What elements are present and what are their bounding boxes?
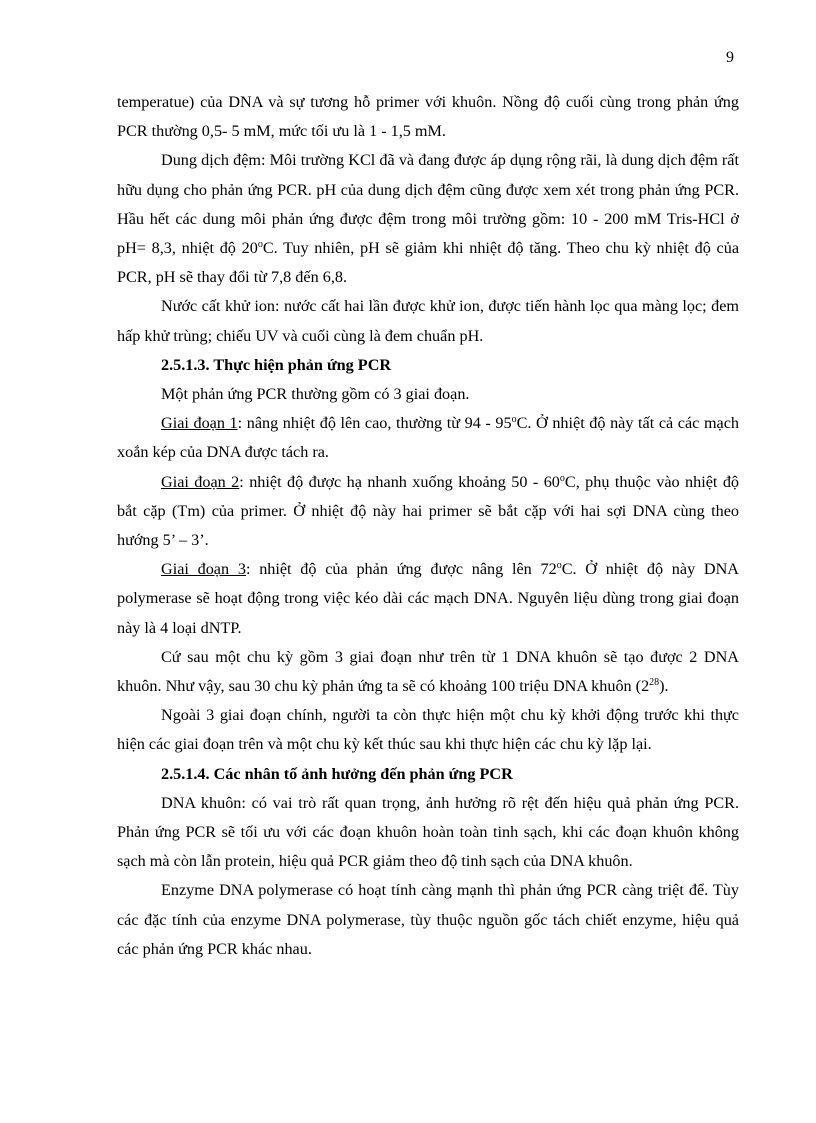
- text: C. Ở nhiệt độ này DNA polymerase sẽ hoạt động trong việc kéo dài các mạch DNA. Nguyên liệu dùng trong giai đoạn này là 4 loại dNTP.: [117, 560, 739, 637]
- paragraph-dna-polymerase: Enzyme DNA polymerase có hoạt tính càng mạnh thì phản ứng PCR càng triệt để. Tùy các đặc tính của enzyme DNA polymerase, tùy thuộc nguồn gốc tách chiết enzyme, hiệu quả các phản ứng PCR khác nhau.: [117, 881, 739, 958]
- paragraph-stage-1: [117, 409, 739, 467]
- superscript: 28: [649, 677, 660, 689]
- paragraph-extra-cycles: Ngoài 3 giai đoạn chính, người ta còn thực hiện một chu kỳ khởi động trước khi thực hiện các giai đoạn trên và một chu kỳ kết thúc sau khi thực hiện các chu kỳ lặp lại.: [117, 706, 739, 754]
- stage-1-label: Giai đoạn 1: [161, 414, 238, 433]
- stage-3-label: Giai đoạn 3: [161, 560, 246, 579]
- text: : nâng nhiệt độ lên cao, thường từ 94 - 95: [237, 414, 512, 433]
- text: ).: [659, 677, 669, 696]
- paragraph-buffer: [117, 146, 739, 292]
- page-number: 9: [726, 49, 734, 66]
- section-heading-2-5-1-4: 2.5.1.4. Các nhân tố ảnh hưởng đến phản ứng PCR: [161, 764, 513, 783]
- paragraph-cycle-amplification: [117, 643, 739, 701]
- text: : nhiệt độ được hạ nhanh xuống khoảng 50 - 60: [239, 472, 560, 491]
- text: C. Tuy nhiên, pH sẽ giảm khi nhiệt độ tăng. Theo chu kỳ nhiệt độ của PCR, pH sẽ thay đổi từ 7,8 đến 6,8.: [117, 239, 739, 287]
- stage-2-label: Giai đoạn 2: [161, 472, 240, 491]
- text: C. Ở nhiệt độ này tất cả các mạch xoắn kép của DNA được tách ra.: [117, 414, 740, 462]
- superscript: o: [559, 472, 565, 484]
- paragraph-stage-3: [117, 555, 739, 643]
- superscript: o: [257, 239, 263, 251]
- section-heading-2-5-1-3: 2.5.1.3. Thực hiện phản ứng PCR: [161, 355, 392, 374]
- text: Cứ sau một chu kỳ gồm 3 giai đoạn như trên từ 1 DNA khuôn sẽ tạo được 2 DNA khuôn. Như vậy, sau 30 chu kỳ phản ứng ta sẽ có khoảng 100 triệu DNA khuôn (2: [117, 647, 739, 696]
- text: Dung dịch đệm: Môi trường KCl đã và đang được áp dụng rộng rãi, là dung dịch đệm rất hữu dụng cho phản ứng PCR. pH của dung dịch đệm cũng được xem xét trong phản ứng PCR. Hầu hết các dung môi phản ứng được đệm trong môi trường gồm: 10 - 200 mM Tris-HCl ở pH= 8,3, nhiệt độ 20: [117, 151, 739, 258]
- paragraph-mgcl2-end: temperatue) của DNA và sự tương hỗ primer với khuôn. Nồng độ cuối cùng trong phản ứng PCR thường 0,5- 5 mM, mức tối ưu là 1 - 1,5 mM.: [117, 93, 739, 141]
- page-body: [117, 88, 739, 964]
- paragraph-dna-template: DNA khuôn: có vai trò rất quan trọng, ảnh hưởng rõ rệt đến hiệu quả phản ứng PCR. Phản ứng PCR sẽ tối ưu với các đoạn khuôn hoàn toàn tinh sạch, khi các đoạn khuôn không sạch mà còn lẫn protein, hiệu quả PCR giảm theo độ tinh sạch của DNA khuôn.: [117, 793, 739, 871]
- paragraph-deionized-water: Nước cất khử ion: nước cất hai lần được khử ion, được tiến hành lọc qua màng lọc; đem hấp khử trùng; chiếu UV và cuối cùng là đem chuẩn pH.: [117, 297, 739, 345]
- superscript: o: [556, 560, 562, 572]
- text: : nhiệt độ của phản ứng được nâng lên 72: [245, 560, 557, 579]
- text: C, phụ thuộc vào nhiệt độ bắt cặp (Tm) của primer. Ở nhiệt độ này hai primer sẽ bắt cặp với hai sợi DNA cùng theo hướng 5’ – 3’.: [117, 472, 740, 550]
- paragraph-pcr-stages-intro: Một phản ứng PCR thường gồm có 3 giai đoạn.: [161, 385, 470, 404]
- superscript: o: [511, 414, 517, 426]
- paragraph-stage-2: [117, 468, 739, 556]
